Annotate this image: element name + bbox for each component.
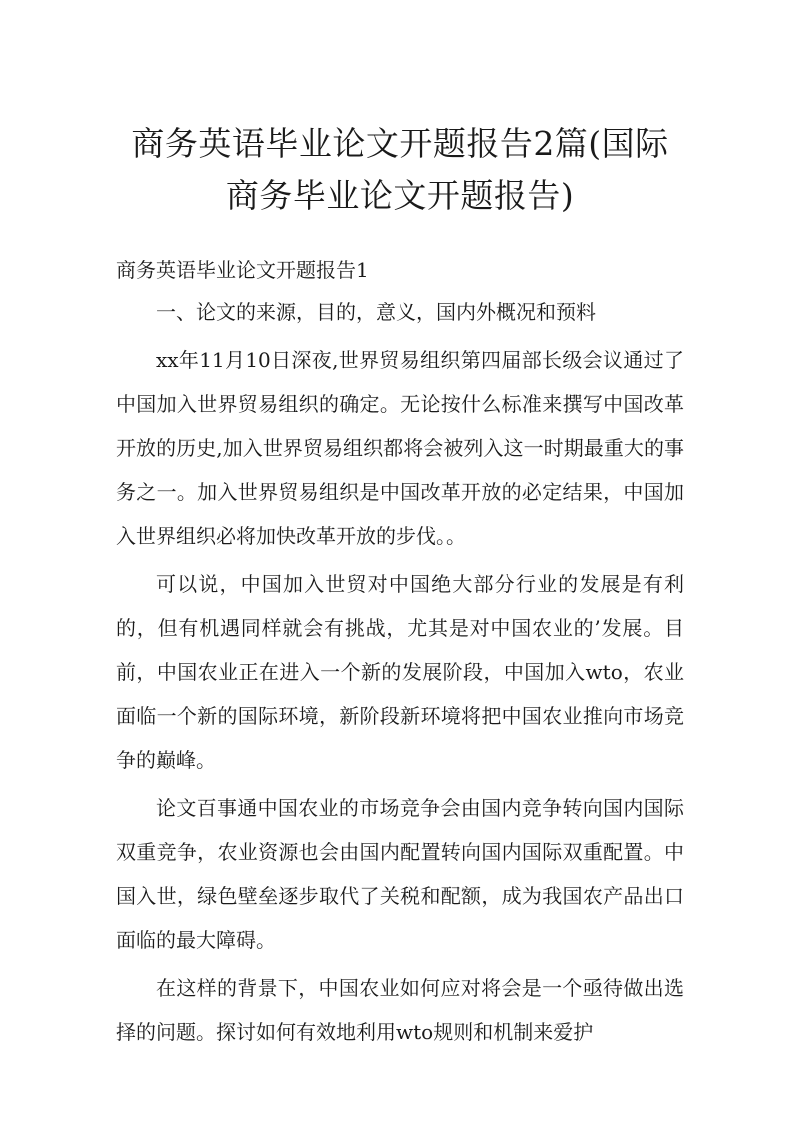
paragraph-source-purpose: 一、论文的来源，目的，意义，国内外概况和预料 — [156, 300, 596, 324]
paragraph-competition: 论文百事通中国农业的市场竞争会由国内竞争转向国内国际双重竞争，农业资源也会由国内配置转向国内国际双重配置。中国入世，绿色壁垒逐步取代了关税和配额，成为我国农产品出口面临的最大障碍。 — [116, 796, 684, 952]
document-title: 商务英语毕业论文开题报告2篇(国际商务毕业论文开题报告) — [131, 124, 669, 215]
paragraph-opportunities: 可以说，中国加入世贸对中国绝大部分行业的发展是有利的，但有机遇同样就会有挑战，尤其是对中国农业的’发展。目前，中国农业正在进入一个新的发展阶段，中国加入wto，农业面临一个新的国际环境，新阶段新环境将把中国农业推向市场竞争的巅峰。 — [116, 572, 684, 772]
section-heading: 商务英语毕业论文开题报告1 — [116, 258, 369, 282]
paragraph-wto-accession: xx年11月10日深夜,世界贸易组织第四届部长级会议通过了中国加入世界贸易组织的确定。无论按什么标准来撰写中国改革开放的历史,加入世界贸易组织都将会被列入这一时期最重大的事务之一。加入世界贸易组织是中国改革开放的必定结果，中国加入世界组织必将加快改革开放的步伐。。 — [116, 348, 684, 548]
paragraph-background: 在这样的背景下，中国农业如何应对将会是一个亟待做出选择的问题。探讨如何有效地利用wto规则和机制来爱护 — [116, 976, 684, 1044]
